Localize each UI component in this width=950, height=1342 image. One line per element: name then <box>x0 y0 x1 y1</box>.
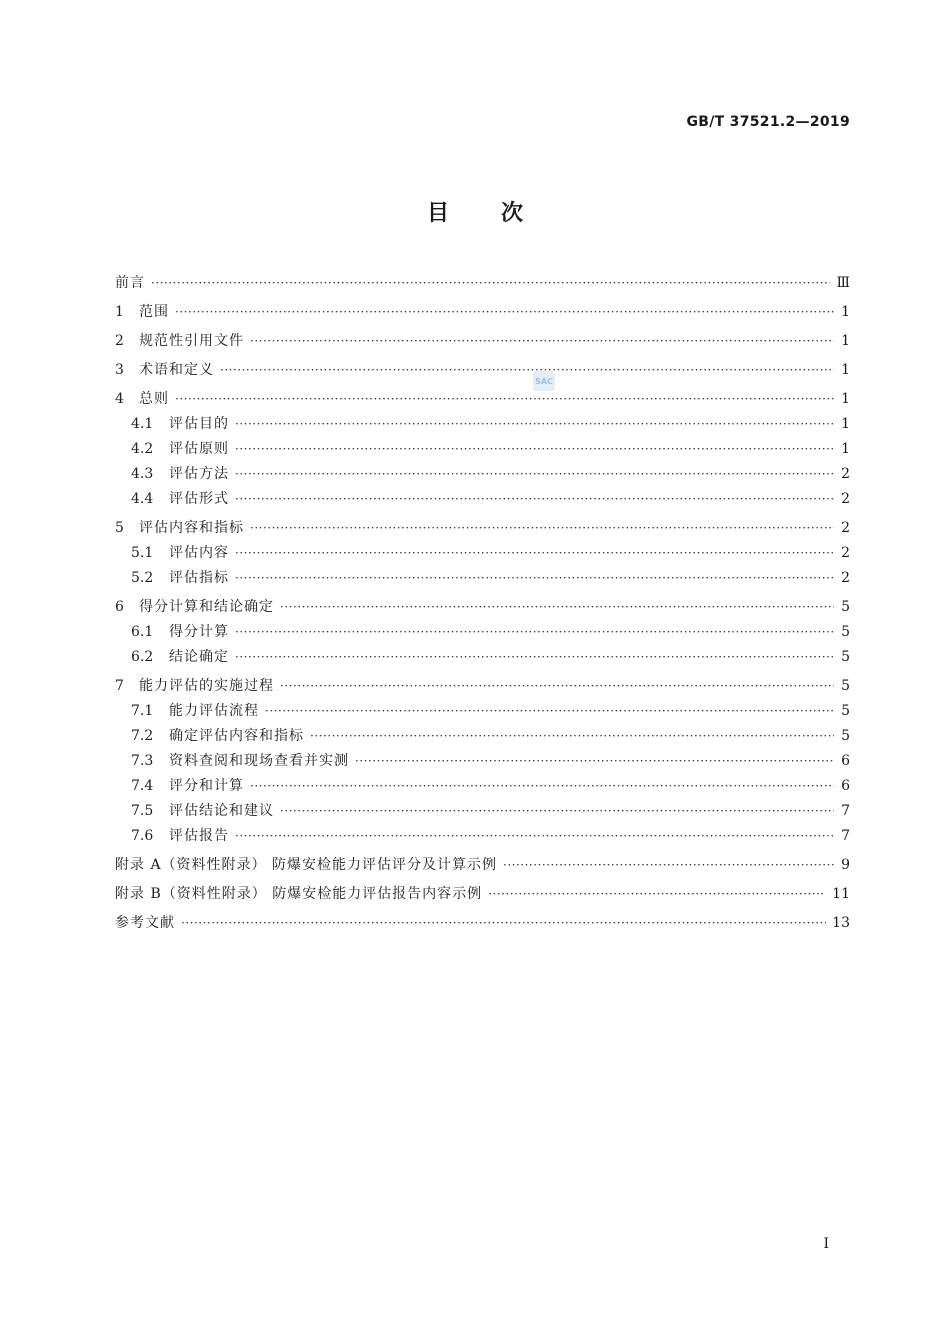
toc-entry-page: 1 <box>841 441 850 457</box>
toc-entry[interactable] <box>115 911 850 936</box>
toc-leader-dots <box>265 699 834 724</box>
toc-entry[interactable] <box>115 487 850 512</box>
toc-entry[interactable] <box>115 620 850 645</box>
toc-entry-label: 范围 <box>139 304 169 320</box>
toc-entry-label: 评估指标 <box>169 570 229 586</box>
toc-entry[interactable] <box>115 799 850 824</box>
toc-leader-dots <box>250 774 834 799</box>
toc-entry-label: 结论确定 <box>169 649 229 665</box>
toc-entry-page: 2 <box>841 491 850 507</box>
toc-entry-number: 5.1 <box>131 545 154 561</box>
toc-entry-page: 7 <box>841 828 850 844</box>
toc-entry-page: 6 <box>841 778 850 794</box>
toc-leader-dots <box>235 437 834 462</box>
toc-entry-number: 7.3 <box>131 753 154 769</box>
toc-entry[interactable] <box>115 674 850 699</box>
toc-entry-page: 2 <box>841 570 850 586</box>
toc-entry-page: 2 <box>841 466 850 482</box>
toc-entry-label: 参考文献 <box>115 915 175 931</box>
toc-entry-page: 1 <box>841 416 850 432</box>
toc-entry-page: 5 <box>841 624 850 640</box>
toc-entry-page: 5 <box>841 599 850 615</box>
toc-leader-dots <box>235 645 834 670</box>
toc-entry-page: 1 <box>841 333 850 349</box>
toc-entry-page: 11 <box>832 886 850 902</box>
toc-leader-dots <box>175 300 834 325</box>
toc-entry-label: 评分和计算 <box>169 778 244 794</box>
toc-leader-dots <box>235 487 834 512</box>
toc-leader-dots <box>175 387 834 412</box>
toc-leader-dots <box>181 911 826 936</box>
toc-entry-number: 4 <box>115 391 124 407</box>
toc-entry-label: 能力评估的实施过程 <box>139 678 274 694</box>
toc-entry-number: 4.2 <box>131 441 154 457</box>
toc-entry-page: 7 <box>841 803 850 819</box>
footer-page-number: Ⅰ <box>823 1236 829 1252</box>
toc-entry-label: 评估内容 <box>169 545 229 561</box>
page-title: 目次 <box>426 201 575 226</box>
toc-leader-dots <box>503 853 834 878</box>
toc-entry-label: 评估结论和建议 <box>169 803 274 819</box>
toc-entry-page: 2 <box>841 520 850 536</box>
toc-entry-label: 资料查阅和现场查看并实测 <box>169 753 349 769</box>
toc-entry[interactable] <box>115 774 850 799</box>
toc-entry-label: 评估内容和指标 <box>139 520 244 536</box>
toc-entry-number: 7.4 <box>131 778 154 794</box>
toc-entry[interactable] <box>115 387 850 412</box>
toc-leader-dots <box>220 358 834 383</box>
toc-entry-label: 得分计算 <box>169 624 229 640</box>
toc-entry-label: 评估目的 <box>169 416 229 432</box>
toc-entry-label: 术语和定义 <box>139 362 214 378</box>
toc-leader-dots <box>235 462 834 487</box>
toc-entry-label: 规范性引用文件 <box>139 333 244 349</box>
toc-entry[interactable] <box>115 749 850 774</box>
toc-leader-dots <box>250 516 834 541</box>
toc-entry-label: 确定评估内容和指标 <box>169 728 304 744</box>
toc-leader-dots <box>310 724 834 749</box>
toc-entry[interactable] <box>115 595 850 620</box>
toc-entry-label: 能力评估流程 <box>169 703 259 719</box>
toc-entry-label: 前言 <box>115 275 145 291</box>
toc-entry-page: 5 <box>841 649 850 665</box>
toc-entry[interactable] <box>115 853 850 878</box>
toc-entry-page: 1 <box>841 362 850 378</box>
toc-entry-page: 13 <box>832 915 850 931</box>
toc-entry-page: 2 <box>841 545 850 561</box>
toc-leader-dots <box>235 541 834 566</box>
toc-entry-number: 7.5 <box>131 803 154 819</box>
toc-entry[interactable] <box>115 300 850 325</box>
toc-entry-number: 4.3 <box>131 466 154 482</box>
toc-entry-number: 7.6 <box>131 828 154 844</box>
toc-entry-label: 得分计算和结论确定 <box>139 599 274 615</box>
toc-leader-dots <box>355 749 834 774</box>
toc-entry[interactable] <box>115 541 850 566</box>
toc-entry-number: 5 <box>115 520 124 536</box>
toc-entry-page: 1 <box>841 391 850 407</box>
toc-leader-dots <box>250 329 834 354</box>
toc-entry-label: 评估形式 <box>169 491 229 507</box>
toc-entry-number: 4.4 <box>131 491 154 507</box>
toc-entry-label: 评估报告 <box>169 828 229 844</box>
toc-entry[interactable] <box>115 566 850 591</box>
toc-entry-number: 6.1 <box>131 624 154 640</box>
toc-entry[interactable] <box>115 516 850 541</box>
toc-entry-label: 评估方法 <box>169 466 229 482</box>
toc-entry[interactable] <box>115 724 850 749</box>
toc-entry[interactable] <box>115 882 850 907</box>
toc-entry-number: 7 <box>115 678 124 694</box>
sac-watermark-logo: SAC <box>533 371 555 391</box>
standard-number: GB/T 37521.2—2019 <box>686 114 850 130</box>
toc-leader-dots <box>280 674 834 699</box>
toc-entry[interactable] <box>115 412 850 437</box>
toc-entry-number: 7.2 <box>131 728 154 744</box>
toc-entry-page: Ⅲ <box>836 275 850 291</box>
toc-entry-page: 9 <box>841 857 850 873</box>
toc-entry[interactable] <box>115 271 850 296</box>
toc-leader-dots <box>235 620 834 645</box>
toc-entry[interactable] <box>115 645 850 670</box>
toc-entry-label: 评估原则 <box>169 441 229 457</box>
toc-entry[interactable] <box>115 699 850 724</box>
toc-entry[interactable] <box>115 329 850 354</box>
toc-leader-dots <box>280 799 834 824</box>
toc-entry-label: 附录 A（资料性附录） 防爆安检能力评估评分及计算示例 <box>115 857 498 873</box>
toc-entry-page: 6 <box>841 753 850 769</box>
toc-leader-dots <box>280 595 834 620</box>
toc-entry-number: 1 <box>115 304 124 320</box>
toc-entry-page: 5 <box>841 678 850 694</box>
toc-leader-dots <box>235 824 834 849</box>
toc-entry[interactable] <box>115 437 850 462</box>
toc-entry-number: 3 <box>115 362 124 378</box>
toc-entry-page: 1 <box>841 304 850 320</box>
toc-leader-dots <box>235 412 834 437</box>
table-of-contents <box>115 271 850 936</box>
toc-entry-label: 附录 B（资料性附录） 防爆安检能力评估报告内容示例 <box>115 886 483 902</box>
toc-entry-number: 5.2 <box>131 570 154 586</box>
toc-entry-number: 4.1 <box>131 416 154 432</box>
toc-entry-label: 总则 <box>139 391 169 407</box>
toc-entry-number: 2 <box>115 333 124 349</box>
toc-entry[interactable] <box>115 462 850 487</box>
toc-entry-number: 6.2 <box>131 649 154 665</box>
toc-leader-dots <box>151 271 830 296</box>
toc-entry[interactable] <box>115 824 850 849</box>
toc-entry-number: 7.1 <box>131 703 154 719</box>
toc-entry-number: 6 <box>115 599 124 615</box>
toc-entry-page: 5 <box>841 728 850 744</box>
toc-entry[interactable] <box>115 358 850 383</box>
toc-leader-dots <box>235 566 834 591</box>
toc-entry-page: 5 <box>841 703 850 719</box>
toc-leader-dots <box>488 882 826 907</box>
